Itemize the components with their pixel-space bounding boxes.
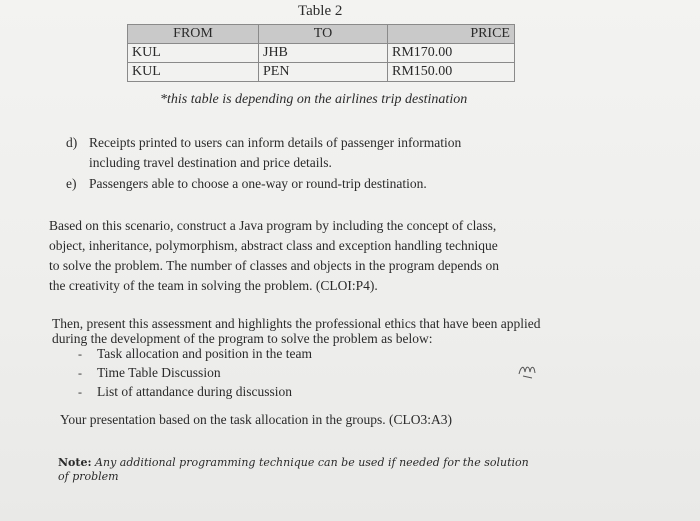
- task-paragraph-line: object, inheritance, polymorphism, abstract class and exception handling technique: [49, 238, 498, 253]
- note-block: [58, 456, 529, 484]
- presentation-line: Your presentation based on the task allocation in the groups. (CLO3:A3): [60, 412, 452, 427]
- note-label: Note:: [58, 456, 92, 469]
- requirement-d-marker: d): [66, 135, 78, 150]
- table-cell-price: RM150.00: [388, 63, 515, 82]
- task-paragraph-line: Based on this scenario, construct a Java program by including the concept of class,: [49, 218, 497, 233]
- requirement-d-line1: Receipts printed to users can inform details of passenger information: [89, 135, 462, 150]
- present-paragraph-line: Then, present this assessment and highlights the professional ethics that have been applied: [52, 316, 541, 331]
- table-cell-from: KUL: [128, 44, 259, 63]
- requirement-d-line2: including travel destination and price details.: [89, 155, 332, 170]
- bullet-dash: -: [78, 385, 82, 399]
- present-paragraph-line: during the development of the program to solve the problem as below:: [52, 331, 433, 346]
- note-text-line1: Any additional programming technique can be used if needed for the solution: [95, 456, 529, 469]
- fare-table: [127, 24, 515, 82]
- requirement-e-line1: Passengers able to choose a one-way or round-trip destination.: [89, 176, 427, 191]
- bullet-item: Task allocation and position in the team: [97, 346, 313, 361]
- table-title: Table 2: [298, 3, 343, 19]
- task-paragraph-line: the creativity of the team in solving the problem. (CLOI:P4).: [49, 278, 378, 293]
- table-row: [128, 63, 515, 82]
- requirement-e-marker: e): [66, 176, 77, 191]
- table-header-from: FROM: [128, 25, 259, 44]
- table-cell-from: KUL: [128, 63, 259, 82]
- table-cell-price: RM170.00: [388, 44, 515, 63]
- note-text-line2: of problem: [58, 470, 119, 483]
- table-header-row: [128, 25, 515, 44]
- table-cell-to: PEN: [259, 63, 388, 82]
- table-header-price: PRICE: [388, 25, 515, 44]
- task-paragraph-line: to solve the problem. The number of classes and objects in the program depends on: [49, 258, 500, 273]
- handwritten-scribble: [517, 362, 539, 380]
- table-note: *this table is depending on the airlines trip destination: [160, 92, 468, 107]
- bullet-dash: -: [78, 347, 82, 361]
- bullet-item: List of attandance during discussion: [97, 384, 292, 399]
- bullet-dash: -: [78, 366, 82, 380]
- table-row: [128, 44, 515, 63]
- bullet-item: Time Table Discussion: [97, 365, 221, 380]
- table-header-to: TO: [259, 25, 388, 44]
- table-cell-to: JHB: [259, 44, 388, 63]
